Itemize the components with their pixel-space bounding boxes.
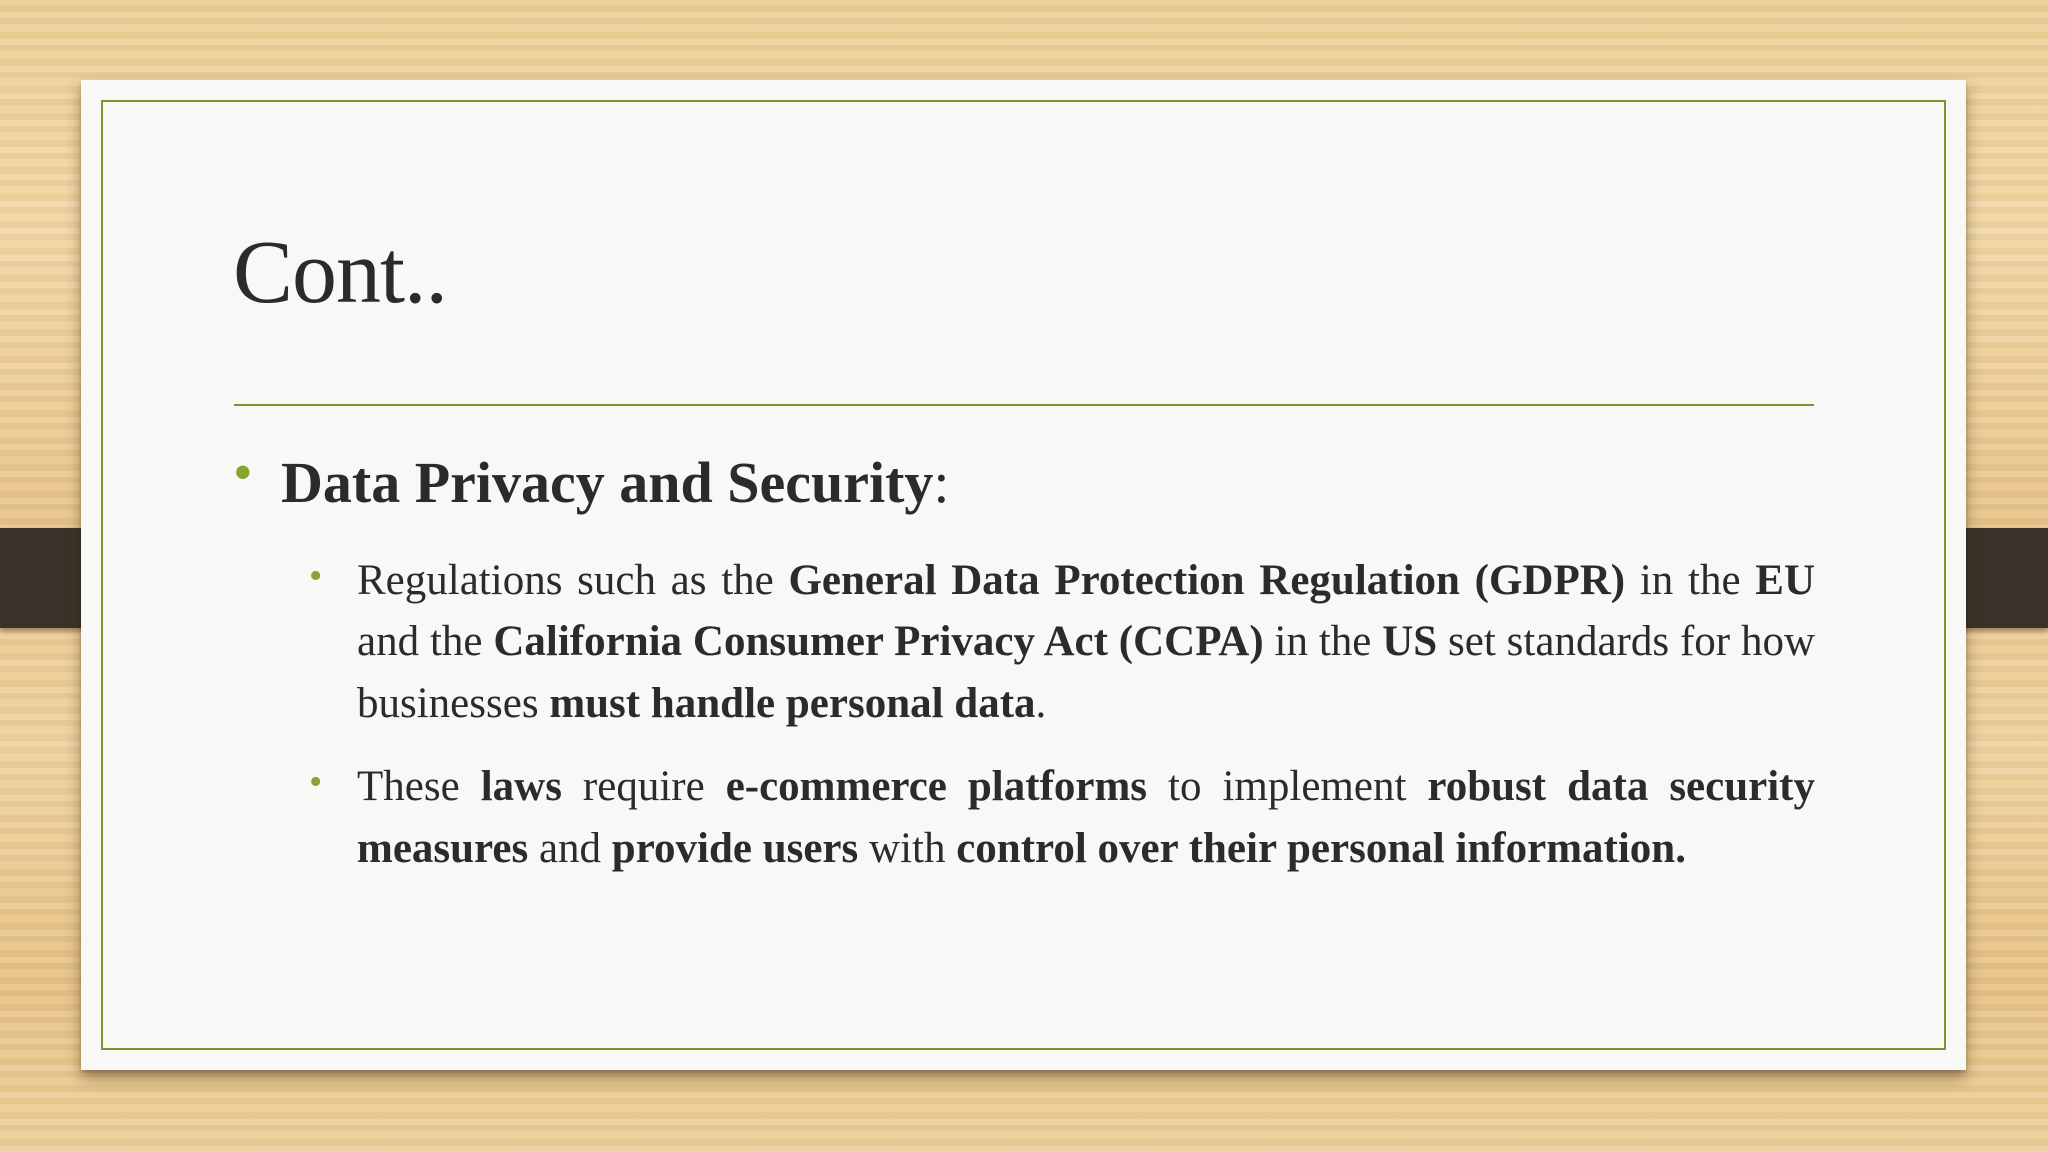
point-segment: and the [357, 618, 494, 666]
point-bold-segment: robust data security measures [357, 763, 1815, 872]
point-segment: . [1035, 679, 1047, 727]
point-text [357, 763, 1815, 872]
bullet-heading [233, 442, 1815, 522]
slide-title: Cont.. [233, 223, 448, 322]
point-segment: to implement [1147, 763, 1428, 811]
point-segment: in the [1263, 618, 1383, 666]
slide [81, 80, 1966, 1070]
slide-content [233, 442, 1815, 879]
point-bold-segment: California Consumer Privacy Act (CCPA) [493, 618, 1264, 666]
point-segment: Regulations such as the [357, 556, 789, 604]
title-divider [234, 404, 1814, 406]
point-segment: in the [1625, 556, 1756, 604]
point-bold-segment: laws [480, 763, 562, 811]
bullet-dot-icon: • [309, 554, 323, 597]
point-text [357, 557, 1815, 727]
sub-bullet-point [309, 756, 1815, 879]
bullet-dot-icon: • [233, 442, 253, 504]
point-segment: These [357, 763, 481, 811]
point-segment: and [528, 824, 612, 872]
point-bold-segment: EU [1755, 556, 1815, 604]
point-bold-segment: control over their personal information. [956, 824, 1686, 872]
point-segment: set standards for how businesses [357, 618, 1815, 727]
sub-bullet-point [309, 550, 1815, 735]
bullet-dot-icon: • [309, 761, 323, 804]
point-bold-segment: US [1382, 618, 1438, 666]
point-bold-segment: e-commerce platforms [725, 763, 1148, 811]
point-bold-segment: General Data Protection Regulation (GDPR) [788, 556, 1626, 604]
point-segment: with [858, 824, 957, 872]
heading-bold-text: Data Privacy and Security [281, 450, 934, 515]
heading-colon: : [933, 450, 950, 515]
point-bold-segment: provide users [611, 824, 859, 872]
point-segment: require [561, 763, 726, 811]
point-bold-segment: must handle personal data [549, 679, 1036, 727]
